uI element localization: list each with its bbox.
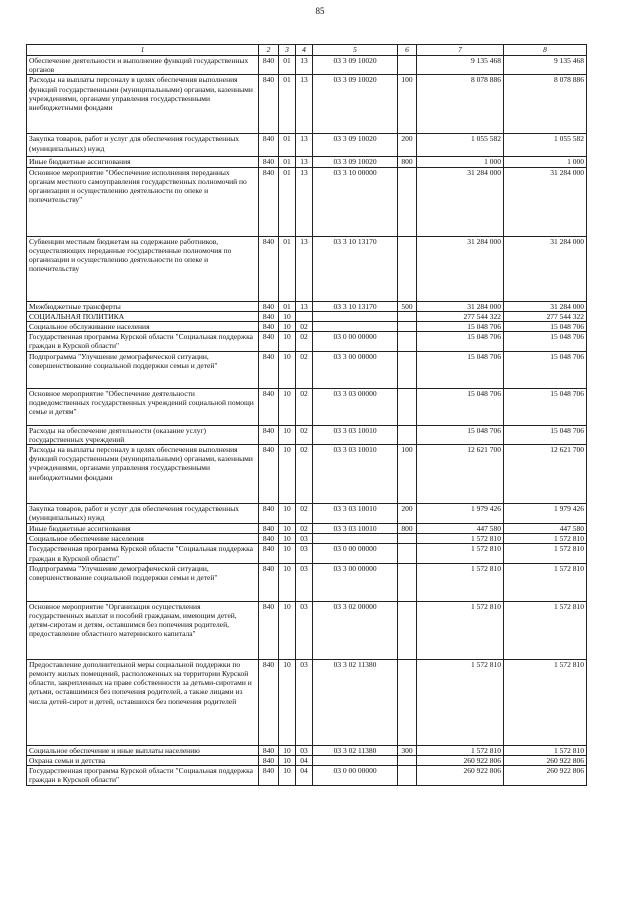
cell-ministry-code: 840: [259, 524, 279, 534]
row-name: Расходы на выплаты персоналу в целях обеспечения выполнения функций государственными (муниципальными) органами, казенными учреждениями, органами управления государственными внебюджетными фондами: [27, 75, 259, 134]
cell-section: 10: [279, 425, 296, 444]
cell-subsection: 02: [296, 425, 313, 444]
table-row: [27, 311, 587, 321]
cell-amount-1: 260 922 806: [417, 766, 504, 786]
cell-target-article: 03 3 03 10010: [313, 445, 398, 504]
table-row: [27, 56, 587, 75]
cell-amount-2: 1 979 426: [504, 504, 587, 524]
cell-amount-1: 15 048 706: [417, 322, 504, 332]
cell-subsection: 03: [296, 544, 313, 563]
cell-section: 10: [279, 322, 296, 332]
cell-ministry-code: 840: [259, 157, 279, 167]
row-name: СОЦИАЛЬНАЯ ПОЛИТИКА: [27, 311, 259, 321]
cell-expense-type: 200: [398, 134, 417, 157]
row-name: Основное мероприятие "Организация осуществления государственных выплат и пособий гражданам, имеющим детей, детям-сиротам и детям, оставшимся без попечения родителей, предоставление областного материнского капитала": [27, 601, 259, 659]
table-row: [27, 756, 587, 766]
row-name: Социальное обеспечение населения: [27, 534, 259, 544]
row-name: Основное мероприятие "Обеспечение деятельности подведомственных государственных учреждений социальной помощи семье и детям": [27, 388, 259, 425]
column-header: 5: [313, 45, 398, 56]
cell-subsection: 03: [296, 534, 313, 544]
cell-amount-1: 15 048 706: [417, 425, 504, 444]
table-row: [27, 167, 587, 236]
cell-target-article: 03 3 09 10020: [313, 157, 398, 167]
cell-target-article: 03 3 03 10010: [313, 524, 398, 534]
cell-expense-type: 500: [398, 301, 417, 311]
cell-subsection: 04: [296, 756, 313, 766]
cell-target-article: [313, 322, 398, 332]
cell-ministry-code: 840: [259, 766, 279, 786]
cell-amount-2: 1 572 810: [504, 659, 587, 745]
cell-ministry-code: 840: [259, 322, 279, 332]
cell-amount-2: 31 284 000: [504, 236, 587, 301]
cell-expense-type: [398, 756, 417, 766]
cell-expense-type: [398, 311, 417, 321]
cell-target-article: 03 3 10 00000: [313, 167, 398, 236]
row-name: Основное мероприятие "Обеспечение исполнения переданных органам местного самоуправления государственных полномочий по организации и осуществлению деятельности по опеке и попечительству": [27, 167, 259, 236]
cell-expense-type: [398, 563, 417, 601]
cell-subsection: 02: [296, 332, 313, 351]
cell-amount-2: 1 572 810: [504, 601, 587, 659]
table-row: [27, 524, 587, 534]
cell-subsection: 13: [296, 56, 313, 75]
cell-subsection: 03: [296, 601, 313, 659]
cell-target-article: 03 3 09 10020: [313, 134, 398, 157]
cell-ministry-code: 840: [259, 332, 279, 351]
column-header: 4: [296, 45, 313, 56]
cell-ministry-code: 840: [259, 134, 279, 157]
cell-ministry-code: 840: [259, 601, 279, 659]
cell-expense-type: [398, 425, 417, 444]
cell-expense-type: [398, 766, 417, 786]
cell-section: 01: [279, 236, 296, 301]
cell-section: 10: [279, 332, 296, 351]
cell-ministry-code: 840: [259, 301, 279, 311]
cell-subsection: 02: [296, 322, 313, 332]
table-row: [27, 301, 587, 311]
cell-ministry-code: 840: [259, 534, 279, 544]
cell-amount-2: 1 572 810: [504, 563, 587, 601]
cell-section: 10: [279, 311, 296, 321]
table-row: [27, 766, 587, 786]
cell-ministry-code: 840: [259, 311, 279, 321]
cell-subsection: 13: [296, 75, 313, 134]
cell-expense-type: [398, 56, 417, 75]
budget-table: [26, 44, 587, 786]
cell-amount-1: 447 580: [417, 524, 504, 534]
cell-section: 01: [279, 56, 296, 75]
cell-target-article: 03 0 00 00000: [313, 766, 398, 786]
table-row: [27, 659, 587, 745]
cell-target-article: [313, 534, 398, 544]
cell-expense-type: [398, 388, 417, 425]
cell-amount-1: 31 284 000: [417, 236, 504, 301]
table-row: [27, 745, 587, 755]
table-row: [27, 445, 587, 504]
cell-ministry-code: 840: [259, 388, 279, 425]
row-name: Подпрограмма "Улучшение демографической ситуации, совершенствование социальной поддержки семьи и детей": [27, 563, 259, 601]
cell-expense-type: [398, 332, 417, 351]
cell-amount-2: 31 284 000: [504, 167, 587, 236]
cell-ministry-code: 840: [259, 236, 279, 301]
cell-amount-1: 15 048 706: [417, 388, 504, 425]
cell-subsection: 04: [296, 766, 313, 786]
cell-expense-type: 800: [398, 157, 417, 167]
cell-section: 01: [279, 134, 296, 157]
row-name: Предоставление дополнительной меры социальной поддержки по ремонту жилых помещений, расположенных на территории Курской области, закрепленных на праве собственности за детьми-сиротами и детьми, оставшимися без попечения родителей, а также лицами из числа детей-сирот и детей, оставшихся без попечения родителей: [27, 659, 259, 745]
cell-subsection: 13: [296, 236, 313, 301]
cell-section: 01: [279, 75, 296, 134]
cell-subsection: 13: [296, 167, 313, 236]
cell-subsection: 03: [296, 745, 313, 755]
row-name: Социальное обслуживание населения: [27, 322, 259, 332]
cell-expense-type: [398, 544, 417, 563]
cell-expense-type: [398, 167, 417, 236]
cell-expense-type: [398, 236, 417, 301]
cell-section: 10: [279, 563, 296, 601]
cell-target-article: 03 3 03 00000: [313, 388, 398, 425]
cell-target-article: 03 0 00 00000: [313, 332, 398, 351]
cell-subsection: 03: [296, 659, 313, 745]
cell-expense-type: 100: [398, 75, 417, 134]
table-row: [27, 563, 587, 601]
cell-amount-1: 31 284 000: [417, 167, 504, 236]
cell-section: 10: [279, 445, 296, 504]
cell-target-article: 03 3 02 11380: [313, 659, 398, 745]
cell-section: 10: [279, 601, 296, 659]
table-row: [27, 157, 587, 167]
column-header: 7: [417, 45, 504, 56]
cell-section: 10: [279, 524, 296, 534]
cell-amount-1: 1 000: [417, 157, 504, 167]
cell-ministry-code: 840: [259, 445, 279, 504]
cell-amount-1: 31 284 000: [417, 301, 504, 311]
cell-amount-1: 1 572 810: [417, 544, 504, 563]
table-row: [27, 332, 587, 351]
table-row: [27, 75, 587, 134]
cell-subsection: 13: [296, 301, 313, 311]
cell-amount-2: 1 572 810: [504, 544, 587, 563]
cell-amount-2: 15 048 706: [504, 388, 587, 425]
cell-amount-2: 9 135 468: [504, 56, 587, 75]
cell-expense-type: 800: [398, 524, 417, 534]
cell-amount-2: 1 055 582: [504, 134, 587, 157]
cell-amount-1: 1 572 810: [417, 534, 504, 544]
cell-amount-1: 260 922 806: [417, 756, 504, 766]
cell-ministry-code: 840: [259, 544, 279, 563]
row-name: Закупка товаров, работ и услуг для обеспечения государственных (муниципальных) нужд: [27, 504, 259, 524]
cell-section: 10: [279, 351, 296, 388]
row-name: Государственная программа Курской области "Социальная поддержка граждан в Курской области": [27, 766, 259, 786]
cell-section: 10: [279, 745, 296, 755]
cell-section: 10: [279, 544, 296, 563]
cell-amount-2: 1 000: [504, 157, 587, 167]
cell-target-article: 03 3 02 00000: [313, 601, 398, 659]
cell-amount-2: 260 922 806: [504, 766, 587, 786]
column-header: 2: [259, 45, 279, 56]
table-row: [27, 388, 587, 425]
cell-section: 01: [279, 157, 296, 167]
cell-target-article: 03 3 09 10020: [313, 56, 398, 75]
column-header: 6: [398, 45, 417, 56]
cell-amount-1: 9 135 468: [417, 56, 504, 75]
cell-target-article: 03 3 09 10020: [313, 75, 398, 134]
column-header: 3: [279, 45, 296, 56]
cell-target-article: 03 3 10 13170: [313, 301, 398, 311]
cell-target-article: 03 3 03 10010: [313, 504, 398, 524]
cell-expense-type: 100: [398, 445, 417, 504]
cell-ministry-code: 840: [259, 745, 279, 755]
cell-ministry-code: 840: [259, 56, 279, 75]
cell-section: 01: [279, 167, 296, 236]
cell-ministry-code: 840: [259, 659, 279, 745]
row-name: Межбюджетные трансферты: [27, 301, 259, 311]
row-name: Субвенции местным бюджетам на содержание работников, осуществляющих переданные государственные полномочия по организации и осуществлению деятельности по опеке и попечительству: [27, 236, 259, 301]
cell-expense-type: 300: [398, 745, 417, 755]
row-name: Расходы на обеспечение деятельности (оказание услуг) государственных учреждений: [27, 425, 259, 444]
table-row: [27, 544, 587, 563]
cell-subsection: 02: [296, 388, 313, 425]
row-name: Социальное обеспечение и иные выплаты населению: [27, 745, 259, 755]
cell-ministry-code: 840: [259, 425, 279, 444]
cell-subsection: 13: [296, 157, 313, 167]
cell-target-article: [313, 311, 398, 321]
cell-subsection: 02: [296, 445, 313, 504]
cell-target-article: 03 3 02 11380: [313, 745, 398, 755]
cell-section: 10: [279, 504, 296, 524]
cell-target-article: 03 0 00 00000: [313, 544, 398, 563]
cell-amount-2: 260 922 806: [504, 756, 587, 766]
row-name: Расходы на выплаты персоналу в целях обеспечения выполнения функций государственными (муниципальными) органами, казенными учреждениями, органами управления государственными внебюджетными фондами: [27, 445, 259, 504]
cell-expense-type: 200: [398, 504, 417, 524]
cell-section: 10: [279, 534, 296, 544]
header-row: [27, 45, 587, 56]
cell-section: 10: [279, 756, 296, 766]
cell-expense-type: [398, 351, 417, 388]
table-row: [27, 322, 587, 332]
cell-amount-1: 277 544 322: [417, 311, 504, 321]
cell-subsection: 02: [296, 351, 313, 388]
cell-amount-1: 15 048 706: [417, 351, 504, 388]
cell-amount-2: 31 284 000: [504, 301, 587, 311]
cell-amount-2: 12 621 700: [504, 445, 587, 504]
row-name: Обеспечение деятельности и выполнение функций государственных органов: [27, 56, 259, 75]
cell-amount-2: 1 572 810: [504, 534, 587, 544]
table-row: [27, 601, 587, 659]
cell-expense-type: [398, 601, 417, 659]
cell-amount-1: 1 572 810: [417, 601, 504, 659]
row-name: Государственная программа Курской области "Социальная поддержка граждан в Курской области": [27, 544, 259, 563]
table-row: [27, 351, 587, 388]
column-header: 8: [504, 45, 587, 56]
cell-amount-1: 1 055 582: [417, 134, 504, 157]
cell-section: 01: [279, 301, 296, 311]
cell-target-article: 03 3 10 13170: [313, 236, 398, 301]
row-name: Закупка товаров, работ и услуг для обеспечения государственных (муниципальных) нужд: [27, 134, 259, 157]
cell-amount-2: 15 048 706: [504, 322, 587, 332]
cell-ministry-code: 840: [259, 563, 279, 601]
row-name: Охрана семьи и детства: [27, 756, 259, 766]
cell-target-article: [313, 756, 398, 766]
cell-amount-2: 8 078 886: [504, 75, 587, 134]
cell-amount-1: 1 979 426: [417, 504, 504, 524]
cell-amount-1: 1 572 810: [417, 745, 504, 755]
cell-amount-1: 15 048 706: [417, 332, 504, 351]
table-row: [27, 425, 587, 444]
cell-section: 10: [279, 766, 296, 786]
cell-ministry-code: 840: [259, 75, 279, 134]
cell-section: 10: [279, 659, 296, 745]
table-row: [27, 534, 587, 544]
cell-expense-type: [398, 659, 417, 745]
cell-ministry-code: 840: [259, 351, 279, 388]
cell-subsection: 02: [296, 504, 313, 524]
cell-ministry-code: 840: [259, 167, 279, 236]
column-header: 1: [27, 45, 259, 56]
cell-ministry-code: 840: [259, 756, 279, 766]
page-number: 85: [315, 6, 325, 16]
table-row: [27, 504, 587, 524]
cell-amount-1: 8 078 886: [417, 75, 504, 134]
cell-amount-2: 15 048 706: [504, 351, 587, 388]
cell-subsection: 02: [296, 524, 313, 534]
cell-amount-1: 1 572 810: [417, 659, 504, 745]
cell-section: 10: [279, 388, 296, 425]
cell-target-article: 03 3 03 10010: [313, 425, 398, 444]
cell-ministry-code: 840: [259, 504, 279, 524]
cell-amount-2: 1 572 810: [504, 745, 587, 755]
cell-subsection: 03: [296, 563, 313, 601]
row-name: Подпрограмма "Улучшение демографической ситуации, совершенствование социальной поддержки семьи и детей": [27, 351, 259, 388]
cell-target-article: 03 3 00 00000: [313, 563, 398, 601]
cell-amount-2: 277 544 322: [504, 311, 587, 321]
cell-expense-type: [398, 534, 417, 544]
cell-amount-2: 15 048 706: [504, 332, 587, 351]
cell-subsection: 13: [296, 134, 313, 157]
cell-expense-type: [398, 322, 417, 332]
table-row: [27, 134, 587, 157]
table-row: [27, 236, 587, 301]
row-name: Иные бюджетные ассигнования: [27, 524, 259, 534]
cell-amount-2: 447 580: [504, 524, 587, 534]
cell-amount-1: 1 572 810: [417, 563, 504, 601]
cell-amount-1: 12 621 700: [417, 445, 504, 504]
cell-subsection: [296, 311, 313, 321]
cell-target-article: 03 3 00 00000: [313, 351, 398, 388]
row-name: Государственная программа Курской области "Социальная поддержка граждан в Курской области": [27, 332, 259, 351]
cell-amount-2: 15 048 706: [504, 425, 587, 444]
row-name: Иные бюджетные ассигнования: [27, 157, 259, 167]
